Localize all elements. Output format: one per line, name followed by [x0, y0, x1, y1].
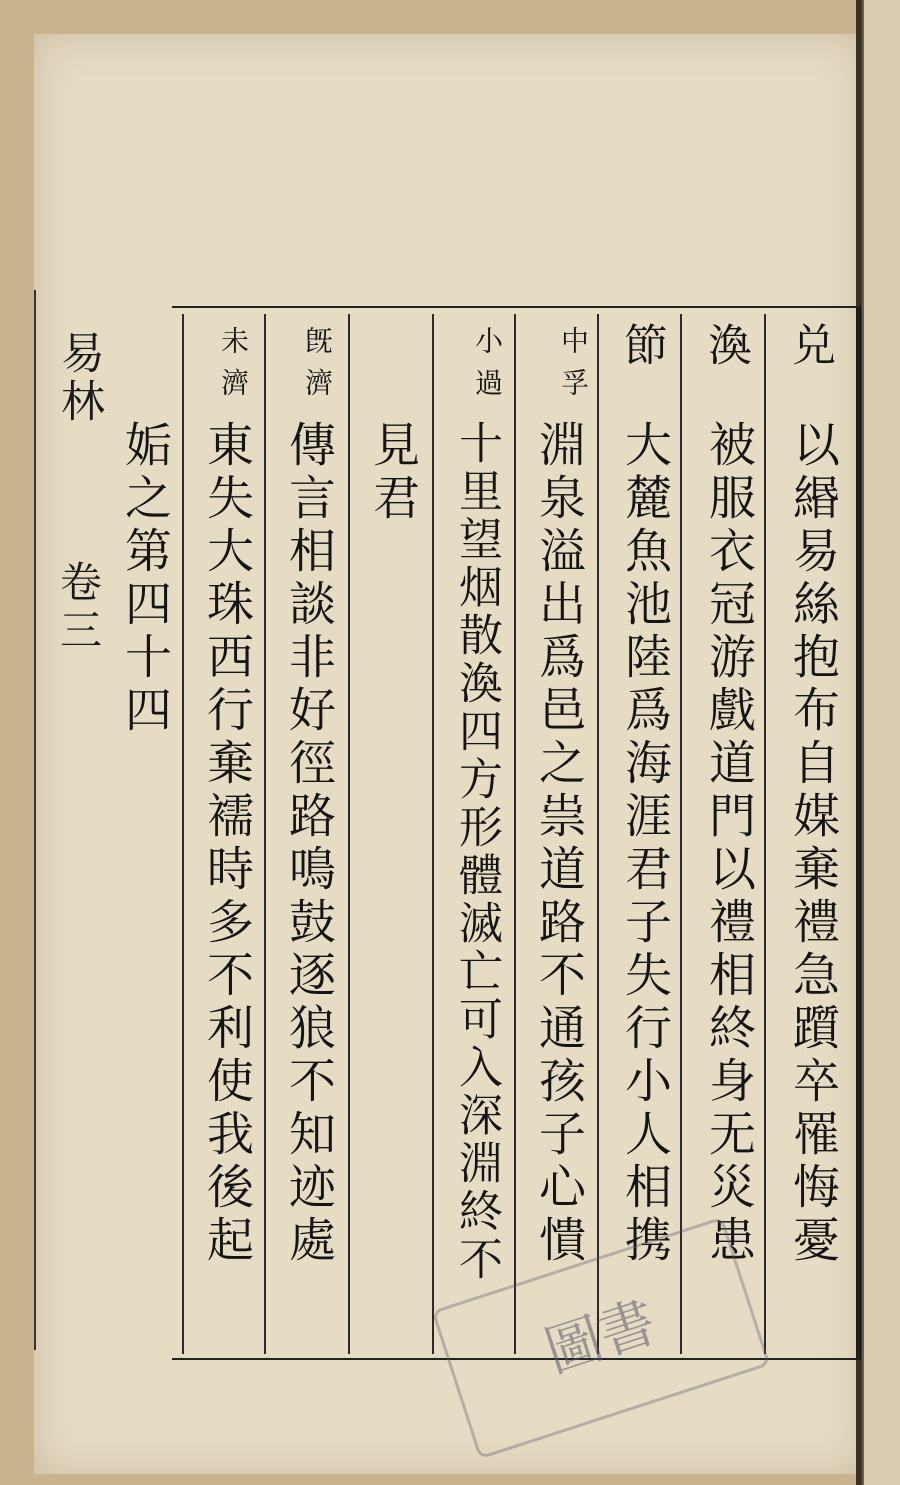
hexagram-heading: 旣濟 [301, 326, 334, 410]
chapter-heading: 姤之第四十四 [117, 420, 172, 738]
hexagram-heading: 節 [616, 322, 667, 370]
hexagram-heading: 渙 [700, 322, 751, 370]
verse-column: 被服衣冠游戲道門以禮相終身无災患 [701, 420, 756, 1268]
library-seal: 圖書 [431, 1217, 770, 1460]
hexagram-heading: 中孚 [557, 326, 590, 410]
verse-column: 十里望烟散渙四方形體滅亡可入深淵終不 [451, 420, 502, 1284]
left-border-rule [34, 290, 36, 1350]
column-rule [514, 314, 516, 1354]
hexagram-heading: 未濟 [217, 326, 250, 410]
adjacent-page-edge [862, 0, 900, 1485]
verse-column: 以緡易絲抱布自媒棄禮急躓卒罹悔憂 [785, 420, 840, 1268]
column-rule [597, 314, 599, 1354]
column-rule [432, 314, 434, 1354]
column-rule [182, 314, 184, 1354]
margin-title: 易林 [53, 330, 104, 426]
column-rule [348, 314, 350, 1354]
column-rule [764, 314, 766, 1354]
hexagram-heading: 兑 [784, 322, 835, 370]
column-rule [680, 314, 682, 1354]
verse-column: 大麓魚池陸爲海涯君子失行小人相携 [617, 420, 672, 1268]
text-frame [172, 306, 861, 1360]
hexagram-heading: 小過 [471, 326, 504, 410]
verse-continuation: 見君 [365, 420, 420, 526]
column-rule [264, 314, 266, 1354]
margin-volume: 卷三 [54, 560, 103, 656]
verse-column: 傳言相談非好徑路鳴鼓逐狼不知迹處 [281, 420, 336, 1268]
verse-column: 東失大珠西行棄襦時多不利使我後起 [199, 420, 254, 1268]
verse-column: 淵泉溢出爲邑之祟道路不通孩子心憒 [531, 420, 586, 1268]
